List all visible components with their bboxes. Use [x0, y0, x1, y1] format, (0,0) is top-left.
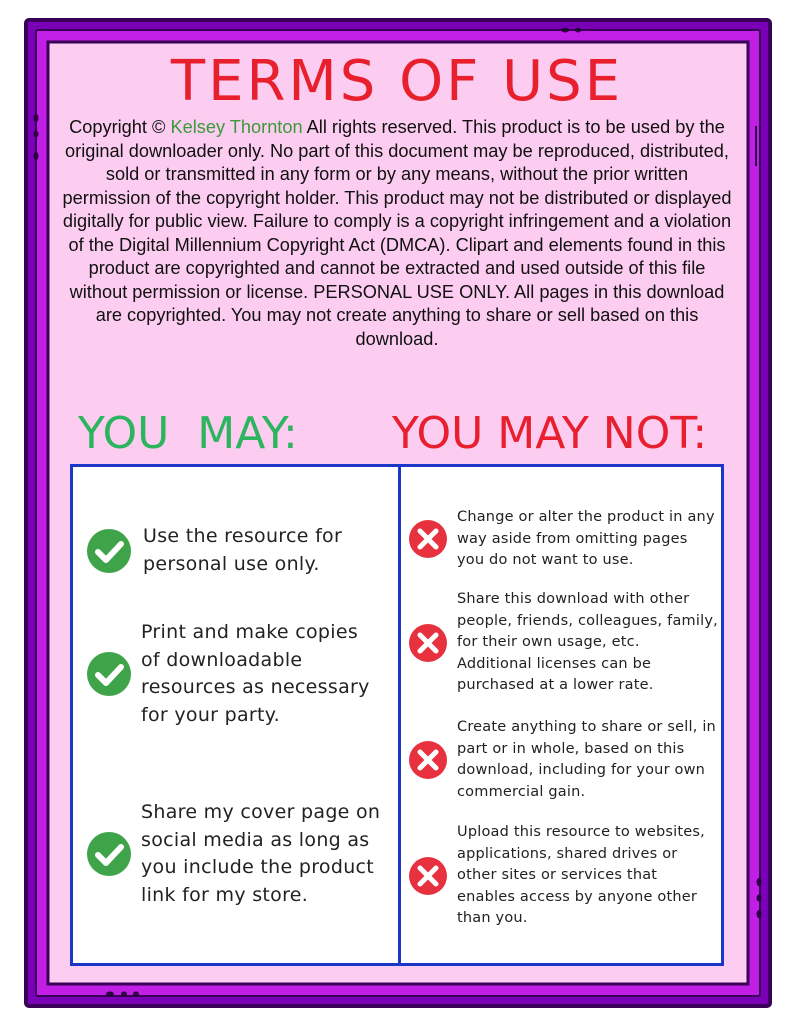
x-icon	[407, 739, 449, 781]
you-may-text: Print and make copies of downloadable resources as necessary for your party.	[141, 621, 370, 726]
you-may-heading: YOU MAY:	[78, 408, 298, 459]
copyright-notice	[62, 116, 732, 351]
you-may-not-item	[407, 589, 719, 697]
copyright-body: All rights reserved. This product is to be used by the original downloader only. No part of this document may be reproduced, distributed, sold or transmitted in any form or by any means, without the prior written permission of the copyright holder. This product may not be distributed or displayed digitally for public view. Failure to comply is a copyright infringement and a violation of the Digital Millennium Copyright Act (DMCA). Clipart and elements found in this product are copyrighted and cannot be extracted and used outside of this file without permission or license. PERSONAL USE ONLY. All pages in this download are copyrighted. You may not create anything to share or sell based on this download.	[62, 117, 732, 349]
column-divider	[398, 467, 401, 963]
you-may-not-item	[407, 717, 719, 803]
terms-box	[70, 464, 724, 966]
you-may-item	[85, 799, 393, 909]
you-may-item	[85, 619, 385, 729]
check-icon	[85, 650, 133, 698]
x-icon	[407, 855, 449, 897]
x-icon	[407, 518, 449, 560]
you-may-not-text: Upload this resource to websites, applications, shared drives or other sites or services that enables access by anyone other than you.	[457, 824, 705, 926]
you-may-not-text: Change or alter the product in any way aside from omitting pages you do not want to use.	[457, 509, 715, 568]
copyright-prefix: Copyright ©	[69, 117, 166, 137]
check-icon	[85, 830, 133, 878]
check-icon	[85, 527, 133, 575]
you-may-not-heading: YOU MAY NOT:	[392, 408, 708, 459]
copyright-owner: Kelsey Thornton	[170, 117, 303, 137]
you-may-item	[85, 523, 385, 578]
you-may-not-item	[407, 822, 719, 930]
you-may-not-item	[407, 507, 719, 572]
you-may-text: Use the resource for personal use only.	[143, 525, 343, 575]
page-title: TERMS OF USE	[170, 49, 624, 114]
you-may-text: Share my cover page on social media as long as you include the product link for my store.	[141, 801, 381, 906]
you-may-not-text: Share this download with other people, friends, colleagues, family, for their own usage, etc. Additional licenses can be purchased at a lower rate.	[457, 591, 718, 693]
x-icon	[407, 622, 449, 664]
you-may-not-text: Create anything to share or sell, in part or in whole, based on this download, including for your own commercial gain.	[457, 719, 716, 800]
